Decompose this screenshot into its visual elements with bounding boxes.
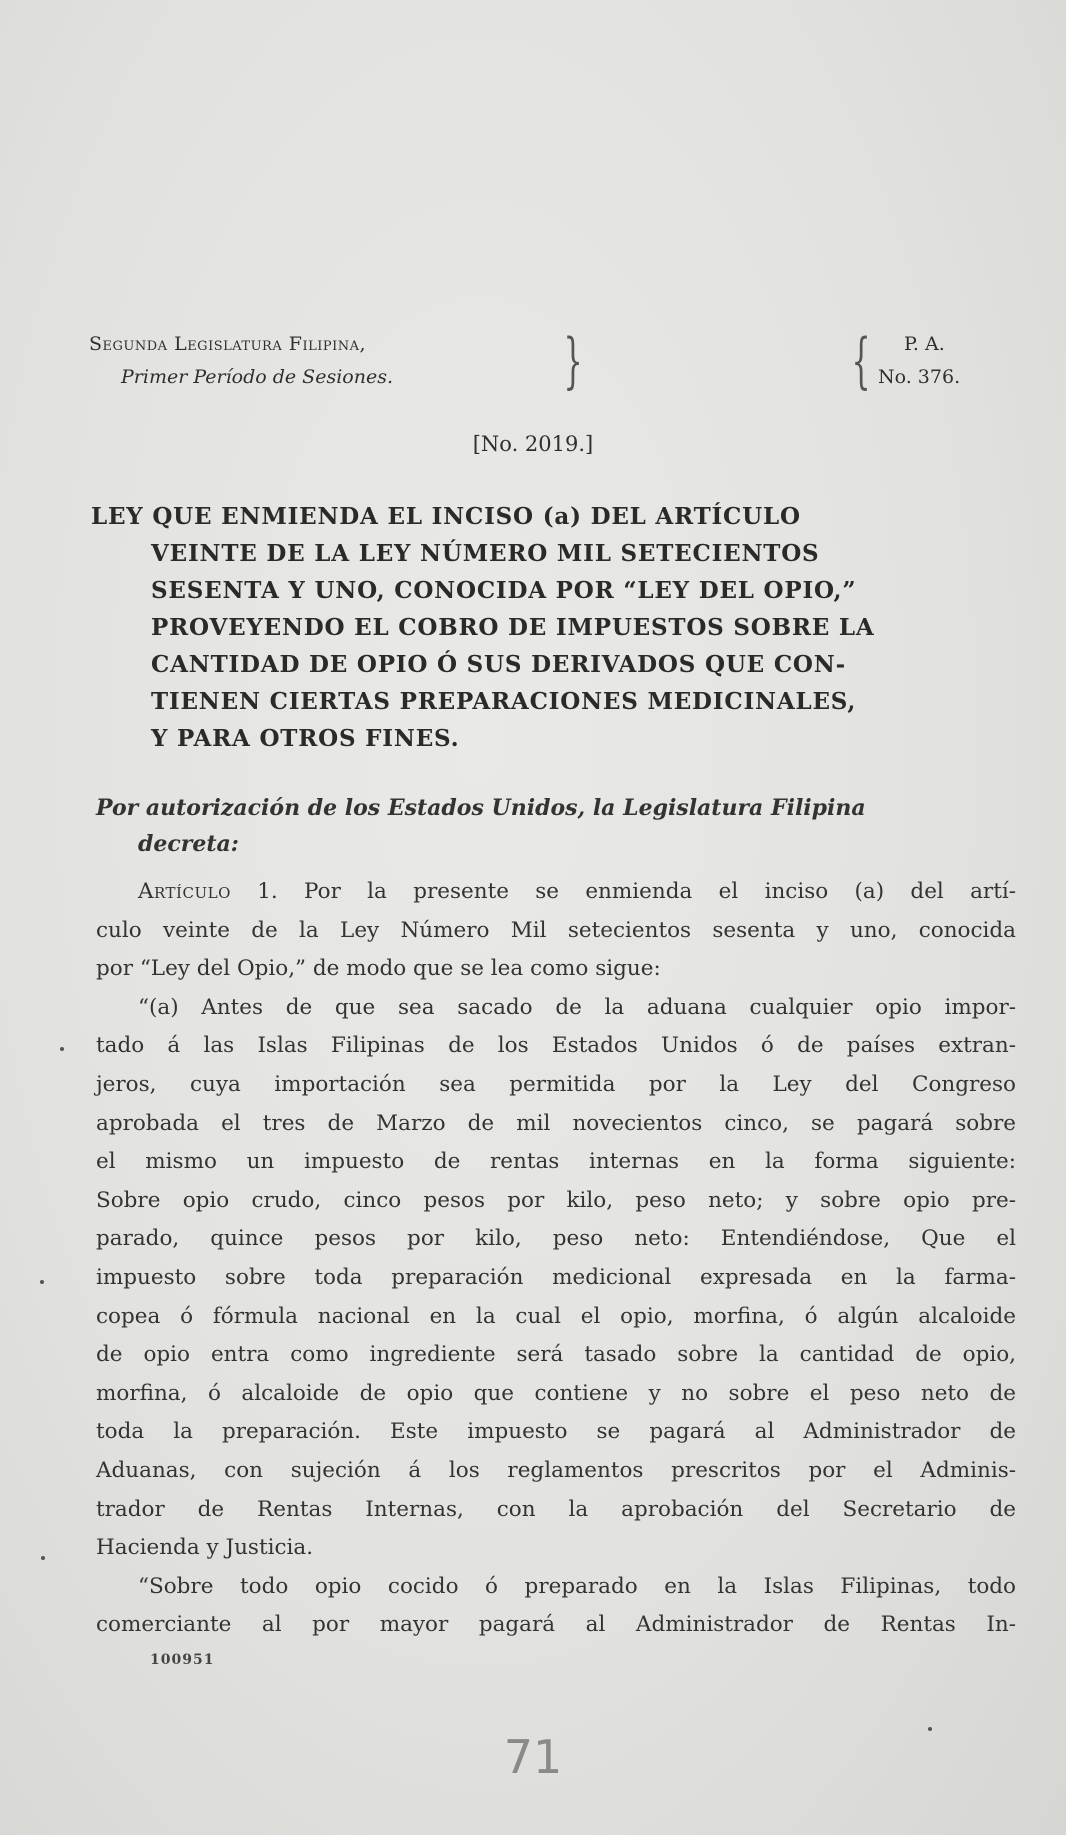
body-line: Aduanas, con sujeción á los reglamentos prescritos por el Adminis- (96, 1457, 1016, 1483)
title-line: Y PARA OTROS FINES. (151, 725, 460, 752)
body-line: de opio entra como ingrediente será tasado sobre la cantidad de opio, (96, 1342, 1016, 1368)
body-line: trador de Rentas Internas, con la aprobación del Secretario de (96, 1496, 1016, 1522)
body-line: toda la preparación. Este impuesto se pagará al Administrador de (96, 1419, 1016, 1445)
body-line: tado á las Islas Filipinas de los Estados Unidos ó de países extran- (96, 1033, 1016, 1059)
speck-mark (928, 1727, 932, 1731)
body-line: comerciante al por mayor pagará al Administrador de Rentas In- (96, 1612, 1016, 1638)
body-line: aprobada el tres de Marzo de mil novecientos cinco, se pagará sobre (96, 1110, 1016, 1136)
session-name: Primer Período de Sesiones. (121, 366, 393, 388)
title-line: PROVEYENDO EL COBRO DE IMPUESTOS SOBRE LA (151, 614, 875, 641)
speck-mark (40, 1280, 44, 1284)
left-brace: } (563, 326, 583, 396)
enacting-line: decreta: (138, 831, 239, 857)
speck-mark (41, 1556, 45, 1560)
page-number: 71 (503, 1730, 563, 1784)
printer-code: 100951 (150, 1652, 215, 1668)
enacting-clause (96, 790, 1016, 862)
bill-house: P. A. (904, 333, 945, 355)
body-line: el mismo un impuesto de rentas internas en la forma siguiente: (96, 1149, 1016, 1175)
bill-reference (878, 328, 960, 394)
enacting-line: Por autorización de los Estados Unidos, la Legislatura Filipina (96, 795, 866, 821)
body-line: jeros, cuya importación sea permitida por la Ley del Congreso (96, 1071, 1016, 1097)
act-number: [No. 2019.] (472, 432, 594, 456)
title-line: LEY QUE ENMIENDA EL INCISO (a) DEL ARTÍCULO (91, 503, 801, 530)
speck-mark (60, 1047, 64, 1051)
body-line: parado, quince pesos por kilo, peso neto: Entendiéndose, Que el (96, 1226, 1016, 1252)
title-line: SESENTA Y UNO, CONOCIDA POR “LEY DEL OPIO,” (151, 577, 857, 604)
title-line: VEINTE DE LA LEY NÚMERO MIL SETECIENTOS (151, 540, 820, 567)
body-line: morfina, ó alcaloide de opio que contiene y no sobre el peso neto de (96, 1380, 1016, 1406)
act-title (91, 498, 1011, 757)
body-line: “(a) Antes de que sea sacado de la aduana cualquier opio impor- (138, 994, 1016, 1020)
body-line: culo veinte de la Ley Número Mil setecientos sesenta y uno, conocida (96, 917, 1016, 943)
body-line: copea ó fórmula nacional en la cual el opio, morfina, ó algún alcaloide (96, 1303, 1016, 1329)
body-line: Artículo 1. Por la presente se enmienda el inciso (a) del artí- (138, 879, 1016, 904)
body-line: Hacienda y Justicia. (96, 1535, 314, 1561)
bill-ref-number: No. 376. (878, 366, 961, 388)
body-line: impuesto sobre toda preparación medicional expresada en la farma- (96, 1264, 1016, 1290)
right-brace: { (851, 326, 871, 396)
title-line: CANTIDAD DE OPIO Ó SUS DERIVADOS QUE CON- (151, 651, 846, 678)
body-line: “Sobre todo opio cocido ó preparado en la Islas Filipinas, todo (138, 1573, 1016, 1599)
act-body (96, 873, 1016, 1645)
session-header (89, 328, 393, 394)
body-line: por “Ley del Opio,” de modo que se lea como sigue: (96, 956, 661, 982)
article-heading: Artículo (138, 879, 231, 904)
title-line: TIENEN CIERTAS PREPARACIONES MEDICINALES, (151, 688, 857, 715)
body-line: Sobre opio crudo, cinco pesos por kilo, peso neto; y sobre opio pre- (96, 1187, 1016, 1213)
legislature-name: Segunda Legislatura Filipina, (89, 333, 367, 355)
